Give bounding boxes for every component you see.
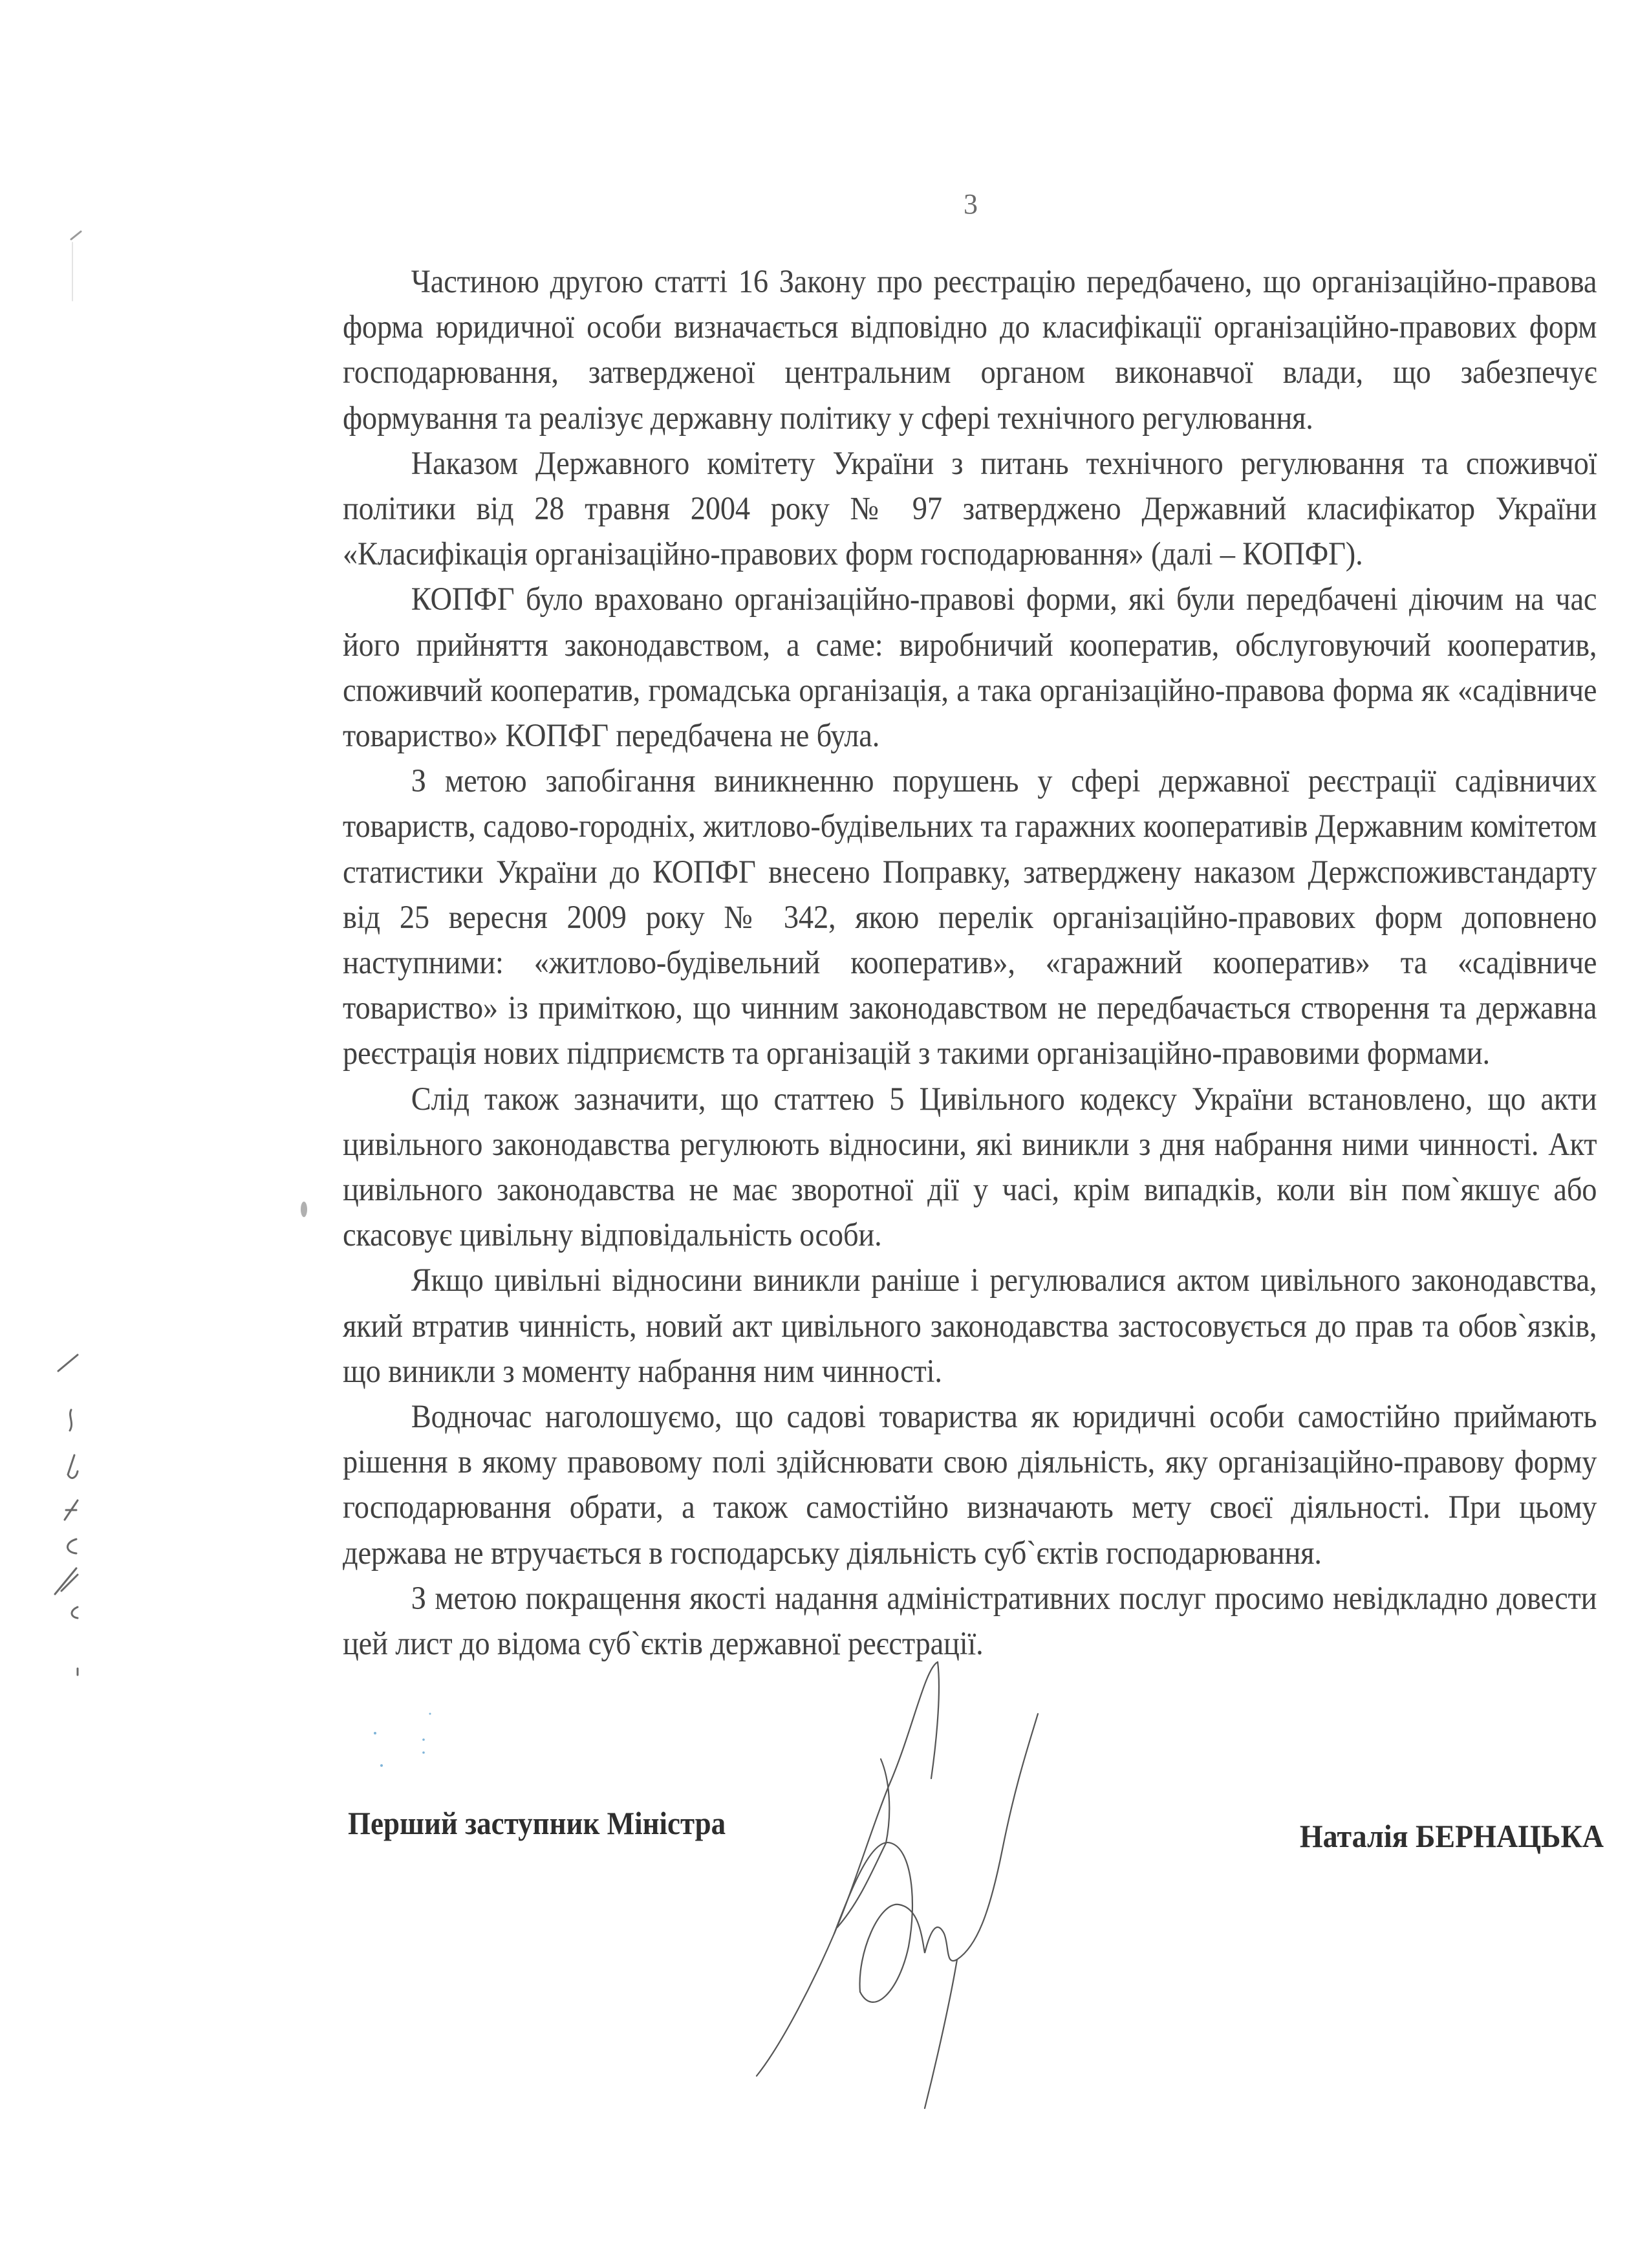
page-number: 3 (964, 188, 978, 220)
margin-mark (71, 232, 81, 239)
paragraph-request: З метою покращення якості надання адміністративних послуг просимо невідкладно довести цей лист до відома суб`єктів державної реєстрації. (343, 1579, 1597, 1662)
margin-mark (70, 1410, 72, 1431)
margin-edge-mark (65, 226, 84, 304)
margin-mark (68, 1455, 78, 1478)
speck (374, 1732, 376, 1734)
signature-stroke (837, 1759, 889, 1927)
margin-mark (65, 1500, 78, 1520)
paragraph-order-97: Наказом Державного комітету України з питань технічного регулювання та споживчої політики від 28 травня 2004 року № 97 затверджено Державний класифікатор України «Класифікація організаційно-правових форм господарювання» (далі – КОПФГ). (343, 444, 1597, 572)
signature-stroke (925, 1960, 957, 2108)
margin-mark (58, 1355, 78, 1371)
smudge (301, 1202, 307, 1217)
signature-stroke (834, 1842, 912, 2002)
speck (422, 1738, 425, 1741)
margin-mark (55, 1568, 78, 1594)
paragraph-garden-societies: Водночас наголошуємо, що садові товариства як юридичні особи самостійно приймають рішення в якому правовому полі здійснювати свою діяльність, яку організаційно-правову форму господарювання обрати, а також самостійно визначають мету своєї діяльності. При цьому держава не втручається в господарську діяльність суб`єктів господарювання. (343, 1398, 1597, 1571)
letter-body (343, 259, 1597, 1666)
speck (422, 1751, 425, 1754)
margin-mark (68, 1539, 77, 1553)
handwritten-signature (744, 1656, 1080, 2121)
signature-stroke (931, 1662, 939, 1778)
signature-stroke (860, 1714, 1038, 1992)
margin-smudge (291, 1190, 317, 1229)
paragraph-kopfg-forms: КОПФГ було враховано організаційно-правові форми, які були передбачені діючим на час його прийняття законодавством, а саме: виробничий кооператив, обслуговуючий кооператив, споживчий кооператив, громадська організація, а така організаційно-правова форма як «садівниче товариство» КОПФГ передбачена не була. (343, 581, 1597, 754)
paragraph-amendment-342: З метою запобігання виникненню порушень у сфері державної реєстрації садівничих товариств, садово-городніх, житлово-будівельних та гаражних кооперативів Державним комітетом статистики України до КОПФГ внесено Поправку, затверджену наказом Держспоживстандарту від 25 вересня 2009 року № 342, якою перелік організаційно-правових форм доповнено наступними: «житлово-будівельний кооператив», «гаражний кооператив» та «садівниче товариство» із приміткою, що чинним законодавством не передбачається створення та державна реєстрація нових підприємств та організацій з такими організаційно-правовими формами. (343, 762, 1597, 1072)
signer-title: Перший заступник Міністра (348, 1805, 726, 1841)
margin-handwritten-marks (52, 1352, 91, 1688)
signature-stroke (757, 1662, 938, 2076)
margin-mark (72, 1607, 78, 1618)
paragraph-civil-code-art-5: Слід також зазначити, що статтею 5 Цивільного кодексу України встановлено, що акти цивільного законодавства регулюють відносини, які виникли з дня набрання ними чинності. Акт цивільного законодавства не має зворотної дії у часі, крім випадків, коли він пом`якшує або скасовує цивільну відповідальність особи. (343, 1080, 1597, 1253)
paragraph-article-16: Частиною другою статті 16 Закону про реєстрацію передбачено, що організаційно-правова форма юридичної особи визначається відповідно до класифікації організаційно-правових форм господарювання, затвердженої центральним органом виконавчої влади, що забезпечує формування та реалізує державну політику у сфері технічного регулювання. (343, 263, 1597, 436)
signer-name: Наталія БЕРНАЦЬКА (1299, 1818, 1604, 1854)
scan-specks (362, 1681, 453, 1811)
speck (429, 1713, 431, 1715)
speck (380, 1764, 383, 1767)
paragraph-prior-relations: Якщо цивільні відносини виникли раніше і регулювалися актом цивільного законодавства, який втратив чинність, новий акт цивільного законодавства застосовується до прав та обов`язків, що виникли з моменту набрання ним чинності. (343, 1262, 1597, 1389)
